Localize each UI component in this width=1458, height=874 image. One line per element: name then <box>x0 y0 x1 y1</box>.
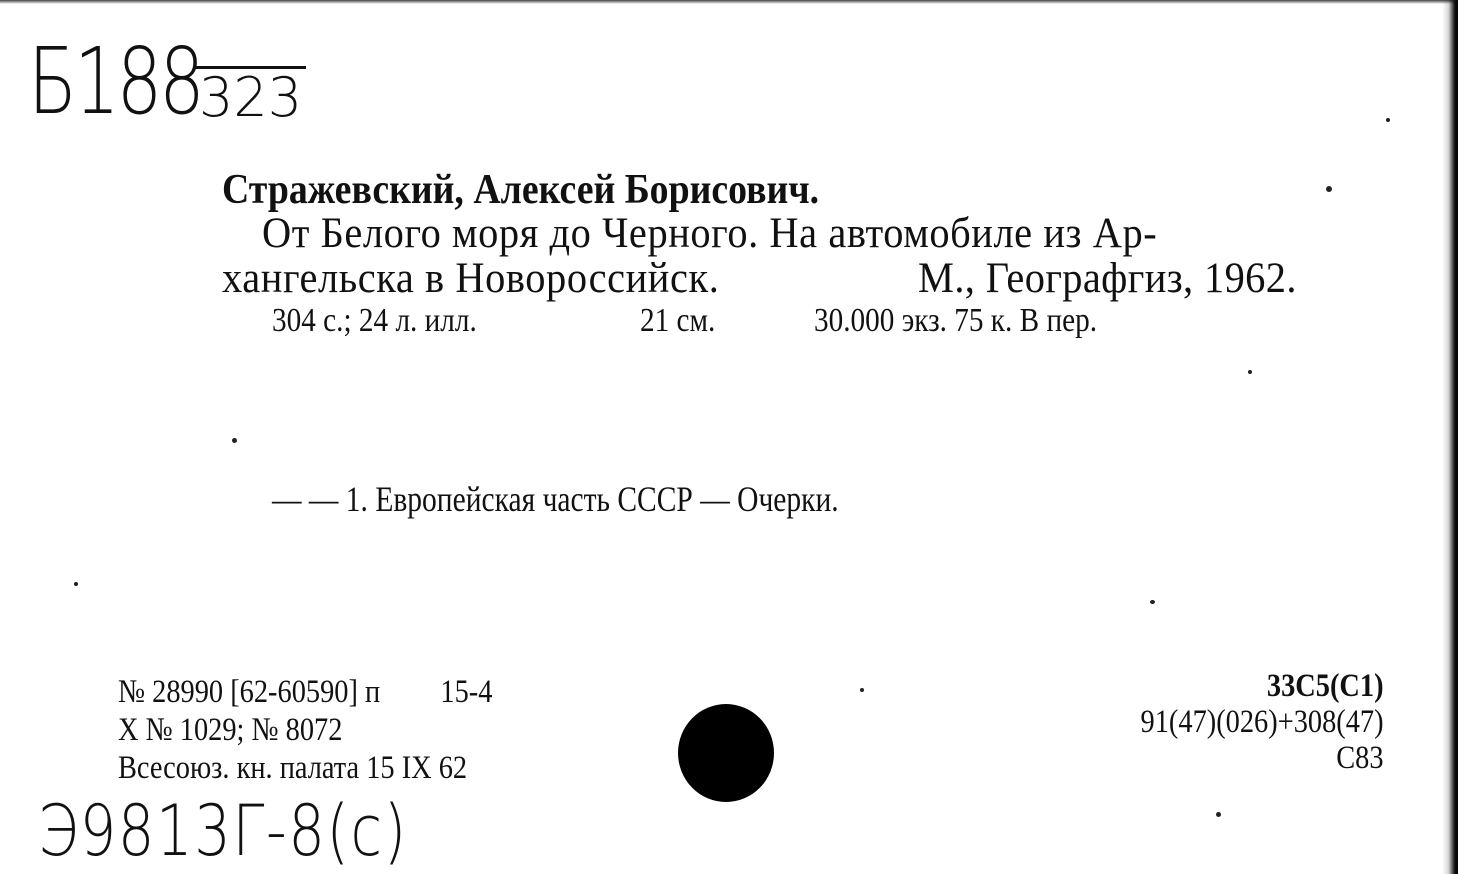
ink-speck <box>74 582 78 586</box>
card-top-edge <box>0 0 1458 4</box>
ink-speck <box>232 438 237 443</box>
registration-line-3: Всесоюз. кн. палата 15 IX 62 <box>118 750 468 786</box>
card-right-edge <box>1442 0 1458 874</box>
title-line-2: хангельска в Новороссийск. <box>222 255 720 302</box>
collation-copies-price: 30.000 экз. 75 к. В пер. <box>814 302 1098 339</box>
classification-block <box>1141 668 1384 776</box>
collation-size: 21 см. <box>640 302 716 339</box>
registration-line-2: Х № 1029; № 8072 <box>118 712 343 748</box>
registration-number: № 28990 [62-60590] п <box>118 674 381 710</box>
subject-heading: — — 1. Европейская часть СССР — Очерки. <box>272 479 839 519</box>
handwritten-shelf-mark-superscript: 323 <box>195 66 306 127</box>
classification-index: 33С5(С1) <box>1267 668 1384 704</box>
imprint: М., Географгиз, 1962. <box>918 255 1297 302</box>
ink-speck <box>1216 812 1221 817</box>
ink-speck <box>1326 186 1332 192</box>
handwritten-shelf-mark <box>28 28 202 135</box>
registration-code: 15-4 <box>440 674 493 710</box>
handwritten-inventory-mark: Э9813Г-8(с) <box>38 790 408 872</box>
udc-index: 91(47)(026)+308(47) <box>1141 704 1384 740</box>
author-heading: Стражевский, Алексей Борисович. <box>222 167 820 213</box>
card-punch-hole <box>678 704 774 802</box>
registration-block <box>118 673 492 787</box>
ink-speck <box>860 688 864 692</box>
title-line-1: От Белого моря до Черного. На автомобиле из Ар- <box>262 210 1158 257</box>
ink-speck <box>1386 118 1390 122</box>
author-mark: С83 <box>1336 740 1384 776</box>
registration-line-1 <box>118 673 492 711</box>
collation-pages: 304 с.; 24 л. илл. <box>272 302 477 339</box>
shelf-mark-main: Б188 <box>28 28 202 135</box>
ink-speck <box>1248 370 1252 374</box>
ink-speck <box>1150 600 1155 604</box>
